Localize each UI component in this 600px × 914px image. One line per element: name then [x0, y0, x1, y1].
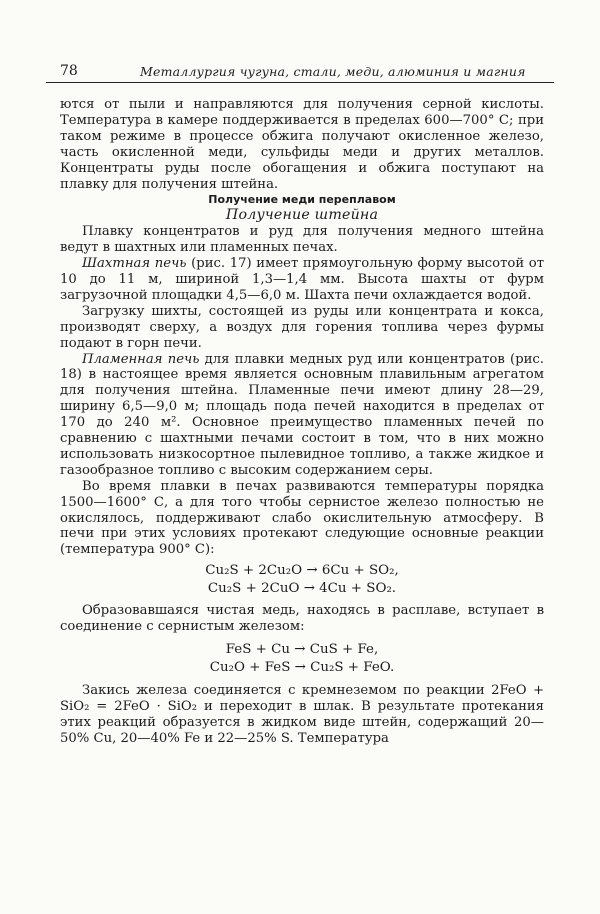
page-header — [46, 60, 554, 83]
reaction-group-1 — [60, 562, 544, 598]
paragraph-furnaces: Плавку концентратов и руд для получения медного штейна ведут в шахтных или пламенных печах. — [60, 224, 544, 256]
paragraph-pure-copper: Образовавшаяся чистая медь, находясь в расплаве, вступает в соединение с сернистым железом: — [60, 603, 544, 635]
paragraph-iron-oxide: Закись железа соединяется с кремнеземом по реакции 2FeO + SiO₂ = 2FeO · SiO₂ и переходит в шлак. В результате протекания этих реакций образуется в жидком виде штейн, содержащий 20—50% Cu, 20—40% Fe и 22—25% S. Температура — [60, 683, 544, 746]
reaction-equation: Cu₂S + 2CuO → 4Cu + SO₂. — [207, 581, 397, 597]
intro-paragraph: ются от пыли и направляются для получения серной кислоты. Температура в камере поддерживается в пределах 600—700° С; при таком режиме в процессе обжига получают окисленное железо, часть окисленной меди, сульфиды меди и других металлов. Концентраты руды после обогащения и обжига поступают на плавку для получения штейна. — [60, 97, 544, 192]
reaction-equation: FeS + Cu → CuS + Fe, — [225, 642, 379, 658]
reaction-equation: Cu₂S + 2Cu₂O → 6Cu + SO₂, — [205, 563, 399, 579]
paragraph-shaft-furnace — [60, 256, 544, 304]
paragraph-flame-furnace-text: для плавки медных руд или концентратов (рис. 18) в настоящее время является основным плавильным агрегатом для получения штейна. Пламенные печи имеют длину 28—29, ширину 6,5—9,0 м; площадь пода печей находится в пределах от 170 до 240 м². Основное преимущество пламенных печей по сравнению с шахтными печами состоит в том, что в них можно использовать низкосортное пылевидное топливо, а также жидкое и газообразное топливо с высоким содержанием серы. — [60, 351, 545, 478]
reaction-group-2 — [60, 641, 544, 677]
paragraph-temperatures: Во время плавки в печах развиваются температуры порядка 1500—1600° С, а для того чтобы сернистое железо полностью не окислялось, поддерживают слабо окислительную атмосферу. В печи при этих условиях протекают следующие основные реакции (температура 900° С): — [60, 478, 544, 558]
section-heading: Получение меди переплавом — [208, 193, 396, 207]
paragraph-shaft-furnace-text: (рис. 17) имеет прямоугольную форму высотой от 10 до 11 м, шириной 1,3—1,4 мм. Высота шахты от фурм загрузочной площадки 4,5—6,0 м. Шахта печи охлаждается водой. — [60, 256, 544, 303]
running-title: Металлургия чугуна, стали, меди, алюминия и магния — [140, 64, 526, 79]
subsection-heading: Получение штейна — [225, 207, 379, 224]
page-number: 78 — [60, 63, 78, 79]
reaction-equation: Cu₂O + FeS → Cu₂S + FeO. — [209, 660, 395, 676]
term-shaft-furnace: Шахтная печь — [82, 256, 187, 272]
paragraph-flame-furnace — [60, 352, 544, 479]
paragraph-charge-loading: Загрузку шихты, состоящей из руды или концентрата и кокса, производят сверху, а воздух для горения топлива через фурмы подают в горн печи. — [60, 303, 544, 351]
term-flame-furnace: Пламенная печь — [82, 351, 200, 367]
body-text — [60, 97, 544, 747]
